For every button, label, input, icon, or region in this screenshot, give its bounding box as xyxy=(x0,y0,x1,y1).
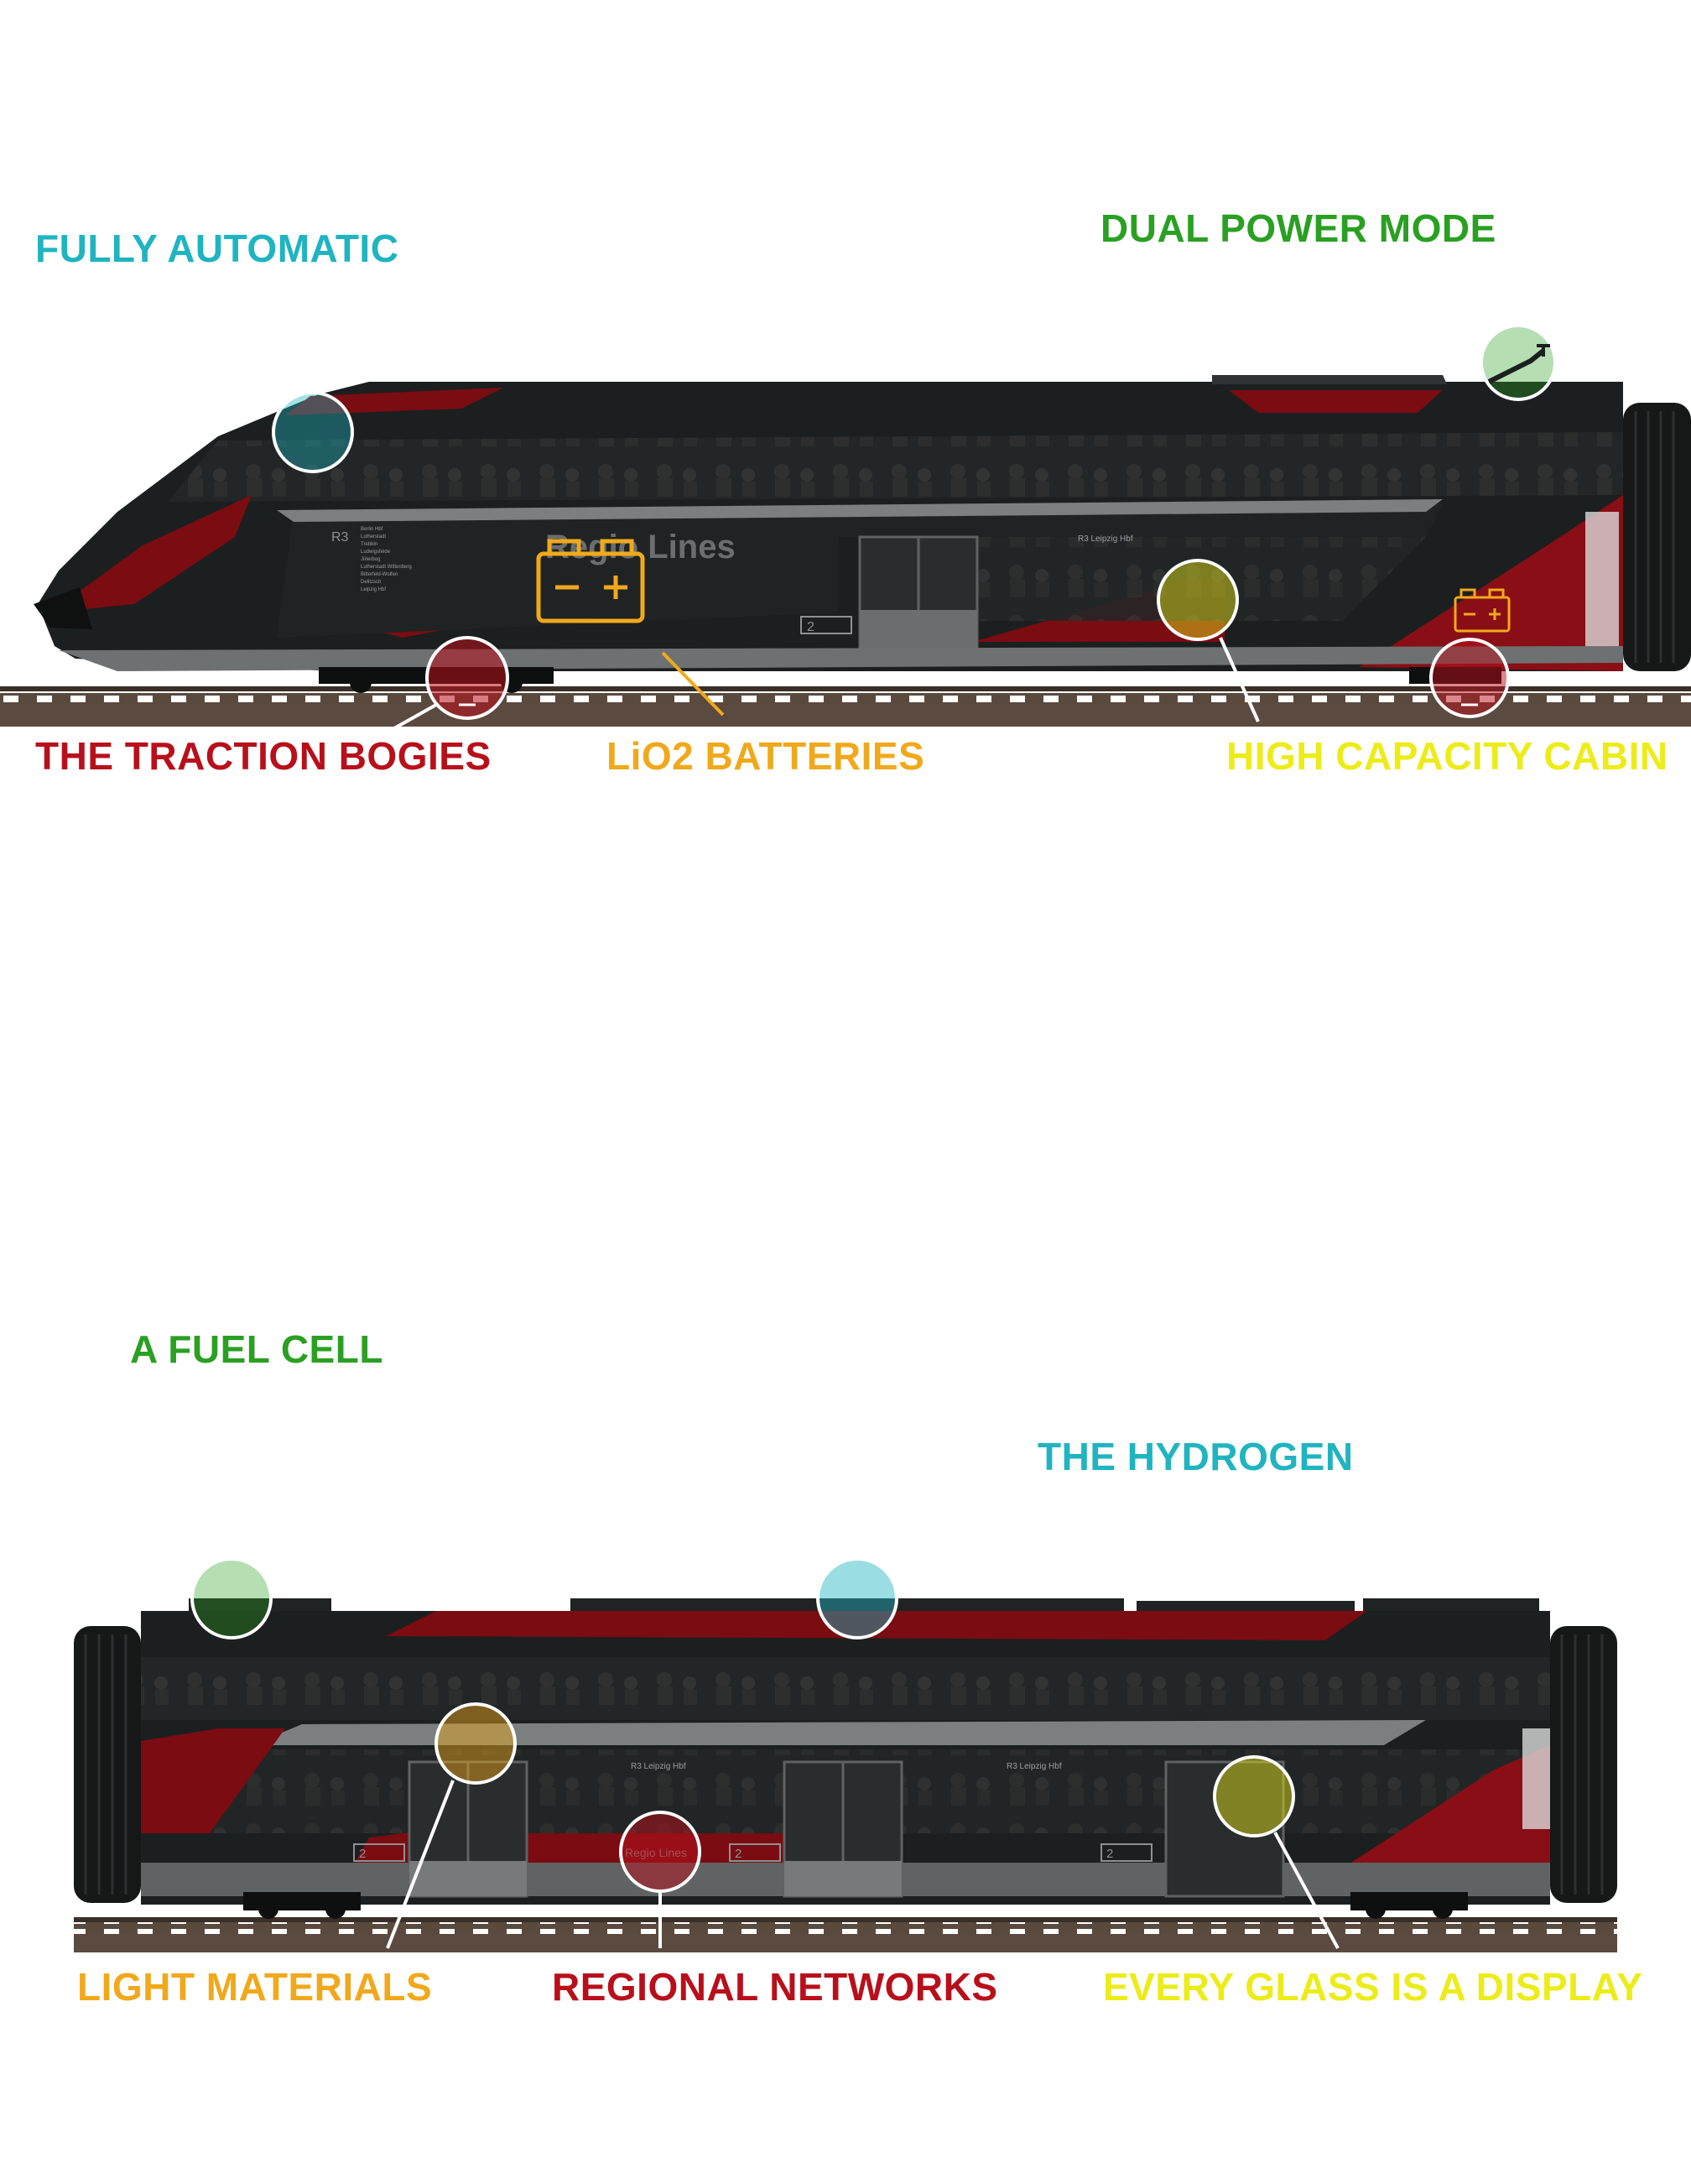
stop-list-item: Bitterfeld-Wolfen xyxy=(361,572,398,577)
hotspot-regional-networks[interactable] xyxy=(621,1812,700,1891)
class-badge-3: 2 xyxy=(1106,1847,1114,1861)
hotspot-traction-bogies[interactable] xyxy=(427,638,507,718)
brand-logo-top: Regio Lines xyxy=(545,529,736,566)
stop-list-item: Berlin Hbf xyxy=(361,527,383,532)
label-fuel-cell: A FUEL CELL xyxy=(130,1327,383,1371)
label-light-materials: LIGHT MATERIALS xyxy=(77,1965,433,2009)
stop-list-item: Leipzig Hbf xyxy=(361,587,387,592)
svg-text:2: 2 xyxy=(807,620,814,634)
stop-list-item: Ludwigsfelde xyxy=(361,550,391,555)
label-fully-automatic: FULLY AUTOMATIC xyxy=(35,227,399,270)
hotspot-every-glass-display[interactable] xyxy=(1215,1757,1293,1836)
label-every-glass-display: EVERY GLASS IS A DISPLAY xyxy=(1103,1965,1643,2009)
stop-list-item: Delitzsch xyxy=(361,580,382,585)
hotspot-fully-automatic[interactable] xyxy=(273,393,352,472)
label-traction-bogies: THE TRACTION BOGIES xyxy=(35,734,492,778)
hotspot-rear-bogie[interactable] xyxy=(1431,639,1508,717)
label-dual-power-mode: DUAL POWER MODE xyxy=(1100,206,1496,250)
stop-list-item: Lutherstadt xyxy=(361,534,387,539)
line-number-top: R3 xyxy=(331,530,349,545)
track-bottom xyxy=(74,1917,1617,1952)
hotspot-light-materials[interactable] xyxy=(436,1704,515,1783)
label-high-capacity-cabin: HIGH CAPACITY CABIN xyxy=(1226,734,1668,778)
hotspot-hydrogen[interactable] xyxy=(818,1559,897,1638)
destination-sign-left: R3 Leipzig Hbf xyxy=(631,1762,686,1771)
hotspot-dual-power-mode[interactable] xyxy=(1481,326,1555,399)
class-badge-2: 2 xyxy=(735,1847,742,1861)
label-hydrogen: THE HYDROGEN xyxy=(1038,1435,1354,1478)
label-lio2-batteries: LiO2 BATTERIES xyxy=(606,734,925,778)
stop-list-item: Trebbin xyxy=(361,542,378,547)
hotspot-high-capacity-cabin[interactable] xyxy=(1158,560,1237,639)
destination-sign-top: R3 Leipzig Hbf xyxy=(1078,534,1133,544)
label-regional-networks: REGIONAL NETWORKS xyxy=(552,1965,998,2009)
stop-list-item: Jüterbog xyxy=(361,557,381,562)
class-badge-1: 2 xyxy=(359,1847,367,1861)
hotspot-fuel-cell[interactable] xyxy=(192,1559,271,1638)
destination-sign-right: R3 Leipzig Hbf xyxy=(1007,1762,1062,1771)
stop-list-item: Lutherstadt Wittenberg xyxy=(361,565,412,570)
middle-car xyxy=(74,1559,1617,1952)
front-car xyxy=(0,326,1691,728)
